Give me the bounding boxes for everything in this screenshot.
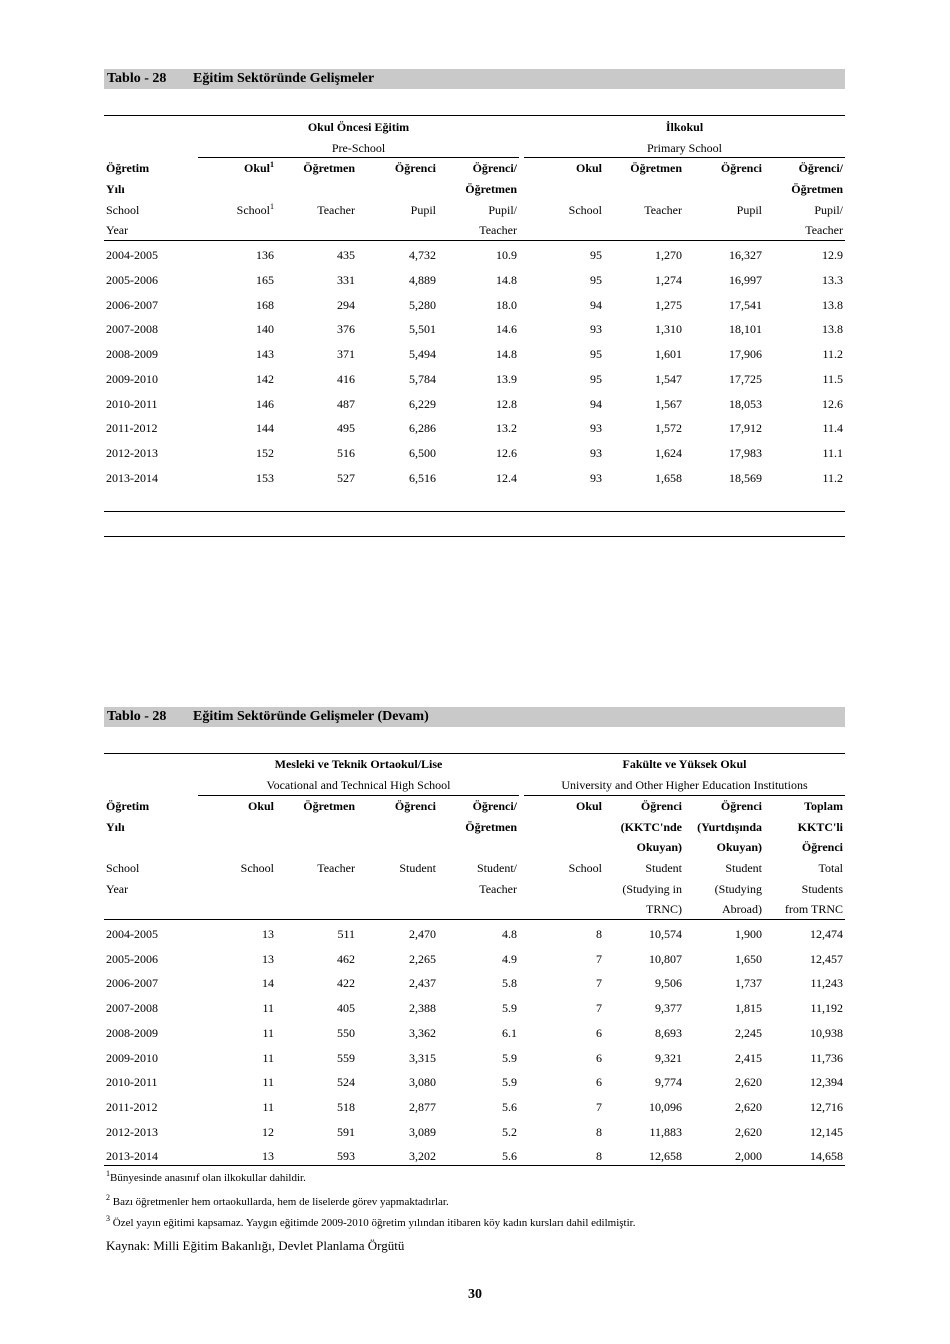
t1-col6-header-tr: Öğretmen [630,161,682,175]
table-cell: 136 [256,248,274,262]
table-cell: 371 [337,347,355,361]
table-cell: 18.0 [496,297,517,312]
row-year-cell: 2006-2007 [106,297,158,312]
table-cell: 9,377 [655,1001,682,1016]
table-cell: 14,658 [810,1149,843,1164]
table-cell: 17,906 [729,347,762,361]
table-cell: 14 [262,976,274,991]
t1-col7-header-tr: Öğrenci [720,161,762,175]
table-cell: 5.6 [502,1149,517,1164]
t2-bottom-rule [104,1165,845,1166]
t1-year-header-tr2: Yılı [106,182,125,196]
table-cell: 18,569 [729,470,762,485]
row-year-cell: 2012-2013 [106,1124,158,1139]
table-cell: 405 [337,1001,355,1016]
table-cell: 10,574 [649,927,682,941]
table-cell: 94 [590,297,602,312]
table-cell: 527 [337,470,355,485]
table-cell: 5,784 [409,371,436,386]
table-cell: 8,693 [655,1025,682,1040]
t2-year-header-en1: School [106,861,140,875]
table-cell: 6,500 [409,446,436,460]
table-cell: 143 [256,347,274,361]
table-cell: 142 [256,371,274,386]
t2-col6-header-tr3: Okuyan) [636,840,682,854]
table-cell: 13.2 [496,421,517,436]
table-cell: 11 [262,1025,274,1040]
table-cell: 593 [337,1149,355,1164]
table-cell: 559 [337,1050,355,1065]
table-cell: 1,737 [735,976,762,991]
table1-top-rule [104,115,845,116]
t1-col8-header-en2: Teacher [805,223,843,237]
t2-col7-header-tr3: Okuyan) [716,840,762,854]
table-cell: 95 [590,248,602,262]
table-cell: 11.2 [822,347,843,361]
t1-col8-header-tr1: Öğrenci/ [798,161,843,175]
table-cell: 8 [596,1149,602,1164]
row-year-cell: 2011-2012 [106,421,158,436]
table-cell: 294 [337,297,355,312]
table-cell: 550 [337,1025,355,1040]
t2-col4-header-tr2: Öğretmen [465,820,517,834]
row-year-cell: 2009-2010 [106,1050,158,1065]
table1-number: Tablo - 28 [107,71,167,86]
table1-title: Eğitim Sektöründe Gelişmeler [193,71,375,86]
table-cell: 2,265 [409,951,436,966]
table-cell: 14.8 [496,272,517,287]
table-cell: 518 [337,1099,355,1114]
table-cell: 14.8 [496,347,517,361]
table-cell: 6 [596,1025,602,1040]
table-cell: 11.2 [822,470,843,485]
table-cell: 5.8 [502,976,517,991]
row-year-cell: 2005-2006 [106,951,158,966]
row-year-cell: 2011-2012 [106,1099,158,1114]
t2-col8-header-en2: Students [801,882,843,896]
table-cell: 10,938 [810,1025,843,1040]
t1-group1-subtitle: Pre-School [331,141,386,155]
table-cell: 95 [590,371,602,386]
table-cell: 95 [590,347,602,361]
table-cell: 1,624 [655,446,682,460]
table-cell: 13.8 [822,322,843,337]
table-cell: 153 [256,470,274,485]
table-cell: 12,457 [810,951,843,966]
table-cell: 11,883 [649,1124,682,1139]
table-cell: 10,096 [649,1099,682,1114]
table-cell: 18,053 [729,396,762,411]
table-cell: 5.9 [502,1001,517,1016]
table-cell: 12,716 [810,1099,843,1114]
table-cell: 16,327 [729,248,762,262]
table-cell: 591 [337,1124,355,1139]
table-cell: 3,080 [409,1075,436,1090]
table-cell: 165 [256,272,274,287]
table-cell: 12,394 [810,1075,843,1090]
table-cell: 11 [262,1050,274,1065]
table-cell: 487 [337,396,355,411]
t2-col3-header-tr: Öğrenci [394,799,436,813]
table-cell: 12.6 [496,446,517,460]
t1-col4-header-en2: Teacher [479,223,517,237]
t2-col7-header-tr1: Öğrenci [720,799,762,813]
t2-col6-header-tr1: Öğrenci [640,799,682,813]
t1-year-header-en2: Year [106,223,129,237]
table-cell: 140 [256,322,274,337]
table-cell: 94 [590,396,602,411]
table-cell: 422 [337,976,355,991]
t1-col3-header-en: Pupil [410,203,436,217]
page-number: 30 [468,1287,482,1302]
table-cell: 10.9 [496,248,517,262]
table-cell: 1,274 [655,272,682,287]
t2-group1-rule [198,795,519,796]
table-cell: 1,547 [655,371,682,386]
table-cell: 9,321 [655,1050,682,1065]
row-year-cell: 2010-2011 [106,1075,158,1090]
t2-year-header-en2: Year [106,882,129,896]
table-cell: 8 [596,1124,602,1139]
t2-group2-title: Fakülte ve Yüksek Okul [622,757,747,771]
table-cell: 6.1 [502,1025,517,1040]
table-cell: 6 [596,1075,602,1090]
t1-group2-subtitle: Primary School [647,141,722,155]
t1-group1-title: Okul Öncesi Eğitim [307,120,410,134]
table-cell: 5.9 [502,1075,517,1090]
t2-col6-header-en2: (Studying in [622,882,682,896]
t2-col4-header-en1: Student/ [476,861,517,875]
table-cell: 2,245 [735,1025,762,1040]
table-cell: 10,807 [649,951,682,966]
t1-col5-header-en: School [568,203,602,217]
table-cell: 376 [337,322,355,337]
t1-col4-header-tr1: Öğrenci/ [472,161,517,175]
table-cell: 13.9 [496,371,517,386]
table-cell: 4.8 [502,927,517,941]
table-cell: 6 [596,1050,602,1065]
table-cell: 12.9 [822,248,843,262]
t1-col1-header-tr: Okul$^1$ [243,160,274,175]
row-year-cell: 2004-2005 [106,927,158,941]
table-cell: 13 [262,951,274,966]
table-cell: 2,620 [735,1099,762,1114]
table-cell: 7 [596,951,602,966]
table-cell: 93 [590,421,602,436]
t2-col1-header-en: School [240,861,274,875]
table-cell: 13 [262,1149,274,1164]
t2-col2-header-en: Teacher [317,861,355,875]
table-cell: 12.4 [496,470,517,485]
row-year-cell: 2008-2009 [106,347,158,361]
table-cell: 9,506 [655,976,682,991]
table-cell: 3,362 [409,1025,436,1040]
table-cell: 16,997 [729,272,762,287]
table-cell: 1,601 [655,347,682,361]
t1-col7-header-en: Pupil [736,203,762,217]
table-cell: 17,983 [729,446,762,460]
t2-col8-header-tr2: KKTC'li [797,820,843,834]
t2-year-header-tr2: Yılı [106,820,125,834]
table-cell: 12.8 [496,396,517,411]
table-cell: 11,736 [810,1050,843,1065]
row-year-cell: 2013-2014 [106,470,158,485]
row-year-cell: 2008-2009 [106,1025,158,1040]
table-cell: 4,732 [409,248,436,262]
t2-col6-header-tr2: (KKTC'nde [620,820,682,834]
table-cell: 1,270 [655,248,682,262]
t2-col8-header-en1: Total [818,861,843,875]
row-year-cell: 2007-2008 [106,1001,158,1016]
table-cell: 516 [337,446,355,460]
table-cell: 7 [596,1099,602,1114]
table-cell: 152 [256,446,274,460]
table-cell: 8 [596,927,602,941]
t2-col3-header-en: Student [399,861,436,875]
t2-col8-header-tr3: Öğrenci [801,840,843,854]
table-cell: 11,192 [810,1001,843,1016]
table-cell: 5,501 [409,322,436,337]
table-cell: 2,877 [409,1099,436,1114]
source-note: Kaynak: Milli Eğitim Bakanlığı, Devlet Planlama Örgütü [106,1238,405,1253]
table-cell: 1,815 [735,1001,762,1016]
t1-col2-header-en: Teacher [317,203,355,217]
t1-header-rule [104,240,845,241]
t2-col1-header-tr: Okul [247,799,274,813]
table-cell: 495 [337,421,355,436]
table-cell: 146 [256,396,274,411]
table-cell: 12 [262,1124,274,1139]
table-cell: 5.9 [502,1050,517,1065]
t1-year-header-tr1: Öğretim [106,161,150,175]
t2-group1-title: Mesleki ve Teknik Ortaokul/Lise [274,757,443,771]
t2-col7-header-en3: Abroad) [722,902,762,916]
row-year-cell: 2006-2007 [106,976,158,991]
t2-group2-subtitle: University and Other Higher Education Institutions [561,778,808,792]
table2-top-rule [104,753,845,754]
row-year-cell: 2009-2010 [106,371,158,386]
table-cell: 6,516 [409,470,436,485]
t2-year-header-tr1: Öğretim [106,799,150,813]
table-cell: 6,229 [409,396,436,411]
table1-title-bar [104,69,845,89]
table-cell: 11,243 [810,976,843,991]
t1-col8-header-tr2: Öğretmen [791,182,843,196]
table-cell: 93 [590,322,602,337]
t1-bottom-rule-2 [104,536,845,537]
table-cell: 17,541 [729,297,762,312]
table-cell: 416 [337,371,355,386]
t1-bottom-rule-1 [104,511,845,512]
footnote-2: $^2$ Bazı öğretmenler hem ortaokullarda, hem de liselerde görev yapmaktadırlar. [106,1193,449,1208]
table-cell: 331 [337,272,355,287]
table-cell: 93 [590,470,602,485]
t2-col4-header-tr1: Öğrenci/ [472,799,517,813]
table-cell: 2,000 [735,1149,762,1164]
table-cell: 93 [590,446,602,460]
table-cell: 1,572 [655,421,682,436]
t1-col4-header-tr2: Öğretmen [465,182,517,196]
t1-col2-header-tr: Öğretmen [303,161,355,175]
table-cell: 11 [262,1075,274,1090]
table-cell: 13 [262,927,274,941]
table-cell: 511 [337,927,355,941]
table-cell: 524 [337,1075,355,1090]
t1-col4-header-en1: Pupil/ [488,203,517,217]
t2-col7-header-en2: (Studying [714,882,762,896]
row-year-cell: 2010-2011 [106,396,158,411]
table-cell: 4,889 [409,272,436,287]
table-cell: 1,900 [735,927,762,941]
table-cell: 1,310 [655,322,682,337]
table-cell: 2,620 [735,1075,762,1090]
t2-col6-header-en3: TRNC) [646,902,682,916]
table-cell: 14.6 [496,322,517,337]
t1-col8-header-en1: Pupil/ [814,203,843,217]
footnote-1: $^1$Bünyesinde anasınıf olan ilkokullar dahildir. [106,1169,306,1184]
table-cell: 2,620 [735,1124,762,1139]
table2-number: Tablo - 28 [107,709,167,724]
table-cell: 1,650 [735,951,762,966]
table-cell: 4.9 [502,951,517,966]
table2-title-bar [104,707,845,727]
table-cell: 5,280 [409,297,436,312]
table-cell: 9,774 [655,1075,682,1090]
table-cell: 1,567 [655,396,682,411]
table2-title: Eğitim Sektöründe Gelişmeler (Devam) [193,709,429,724]
table-cell: 462 [337,951,355,966]
table-cell: 11.4 [822,421,843,436]
t1-group2-rule [524,157,845,158]
table-cell: 95 [590,272,602,287]
table-cell: 7 [596,976,602,991]
t1-col1-header-en: School$^1$ [236,202,274,217]
table-cell: 435 [337,248,355,262]
table-cell: 12,474 [810,927,843,941]
t2-col5-header-en: School [568,861,602,875]
table-cell: 12.6 [822,396,843,411]
table-cell: 11.5 [822,371,843,386]
t2-group2-rule [524,795,845,796]
t1-col6-header-en: Teacher [644,203,682,217]
t1-year-header-en1: School [106,203,140,217]
table-cell: 1,275 [655,297,682,312]
t2-group1-subtitle: Vocational and Technical High School [266,778,451,792]
table-cell: 11.1 [822,446,843,460]
table-cell: 18,101 [729,322,762,337]
table-cell: 3,315 [409,1050,436,1065]
table-cell: 13.8 [822,297,843,312]
table-cell: 7 [596,1001,602,1016]
t1-col5-header-tr: Okul [575,161,602,175]
table-cell: 6,286 [409,421,436,436]
table-cell: 2,388 [409,1001,436,1016]
table-cell: 3,089 [409,1124,436,1139]
row-year-cell: 2013-2014 [106,1149,158,1164]
table-cell: 5,494 [409,347,436,361]
table-cell: 3,202 [409,1149,436,1164]
table-cell: 11 [262,1001,274,1016]
table-cell: 13.3 [822,272,843,287]
row-year-cell: 2012-2013 [106,446,158,460]
t2-col2-header-tr: Öğretmen [303,799,355,813]
row-year-cell: 2004-2005 [106,248,158,262]
table-cell: 12,658 [649,1149,682,1164]
t2-col6-header-en1: Student [645,861,682,875]
t2-col7-header-tr2: (Yurtdışında [697,820,762,834]
t2-col8-header-tr1: Toplam [804,799,843,813]
table-cell: 1,658 [655,470,682,485]
t1-group2-title: İlkokul [665,120,704,134]
t1-col3-header-tr: Öğrenci [394,161,436,175]
footnote-3: $^3$ Özel yayın eğitimi kapsamaz. Yaygın eğitimde 2009-2010 öğretim yılından itibaren köy kadın kursları dahil edilmiştir. [106,1214,636,1229]
table-cell: 12,145 [810,1124,843,1139]
table-cell: 144 [256,421,274,436]
t1-group1-rule [198,157,519,158]
table-cell: 5.6 [502,1099,517,1114]
t2-col5-header-tr: Okul [575,799,602,813]
table-cell: 168 [256,297,274,312]
t2-col7-header-en1: Student [725,861,762,875]
table-cell: 2,437 [409,976,436,991]
table-cell: 2,470 [409,927,436,941]
table-cell: 2,415 [735,1050,762,1065]
t2-col8-header-en3: from TRNC [784,902,843,916]
t2-header-rule [104,919,845,920]
row-year-cell: 2007-2008 [106,322,158,337]
table-cell: 11 [262,1099,274,1114]
table-cell: 5.2 [502,1124,517,1139]
row-year-cell: 2005-2006 [106,272,158,287]
t2-col4-header-en2: Teacher [479,882,517,896]
table-cell: 17,912 [729,421,762,436]
table-cell: 17,725 [729,371,762,386]
